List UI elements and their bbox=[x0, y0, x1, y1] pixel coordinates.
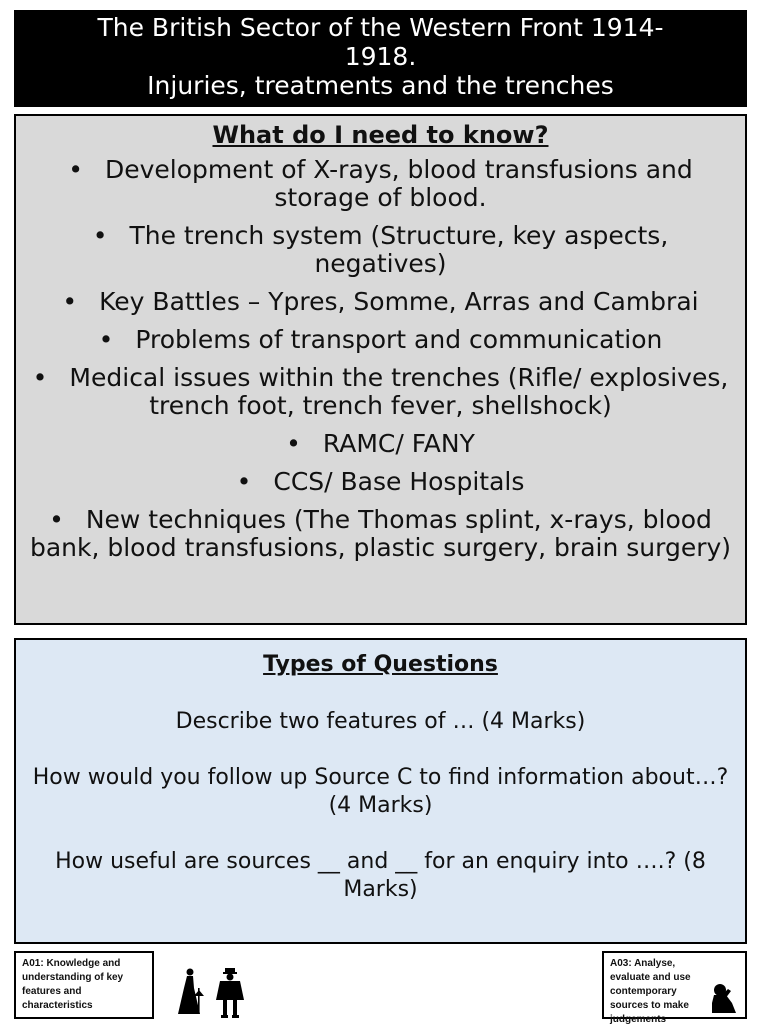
question-types-heading: Types of Questions bbox=[263, 652, 498, 677]
page-title-line-1: The British Sector of the Western Front 1914- 1918. bbox=[97, 13, 664, 71]
need-to-know-panel bbox=[14, 114, 747, 625]
ao3-text: A03: Analyse, evaluate and use contemporary sources to make judgements bbox=[610, 958, 691, 1025]
question-item: How useful are sources __ and __ for an enquiry into ….? (8 Marks) bbox=[55, 849, 706, 902]
list-item: • Medical issues within the trenches (Rifle/ explosives, trench foot, trench fever, shellshock) bbox=[24, 364, 737, 420]
victorian-couple-silhouette-icon bbox=[170, 966, 252, 1020]
need-to-know-list bbox=[16, 156, 745, 562]
list-item: • New techniques (The Thomas splint, x-rays, blood bank, blood transfusions, plastic surgery, brain surgery) bbox=[24, 506, 737, 562]
list-item: • Problems of transport and communication bbox=[24, 326, 737, 354]
need-to-know-heading: What do I need to know? bbox=[212, 121, 549, 149]
ao1-box bbox=[14, 951, 154, 1019]
list-item: • RAMC/ FANY bbox=[24, 430, 737, 458]
page-title-line-2: Injuries, treatments and the trenches bbox=[147, 71, 614, 100]
list-item: • Development of X-rays, blood transfusions and storage of blood. bbox=[24, 156, 737, 212]
question-item: Describe two features of … (4 Marks) bbox=[175, 709, 586, 734]
list-item: • Key Battles – Ypres, Somme, Arras and Cambrai bbox=[24, 288, 737, 316]
list-item: • CCS/ Base Hospitals bbox=[24, 468, 737, 496]
ao3-box bbox=[602, 951, 747, 1025]
page-title-banner bbox=[14, 10, 747, 107]
ao1-text: A01: Knowledge and understanding of key features and characteristics bbox=[22, 958, 124, 1011]
thinker-silhouette-icon bbox=[708, 981, 740, 1015]
question-types-panel bbox=[14, 638, 747, 944]
question-item: How would you follow up Source C to find information about…? (4 Marks) bbox=[32, 765, 729, 818]
list-item: • The trench system (Structure, key aspects, negatives) bbox=[24, 222, 737, 278]
